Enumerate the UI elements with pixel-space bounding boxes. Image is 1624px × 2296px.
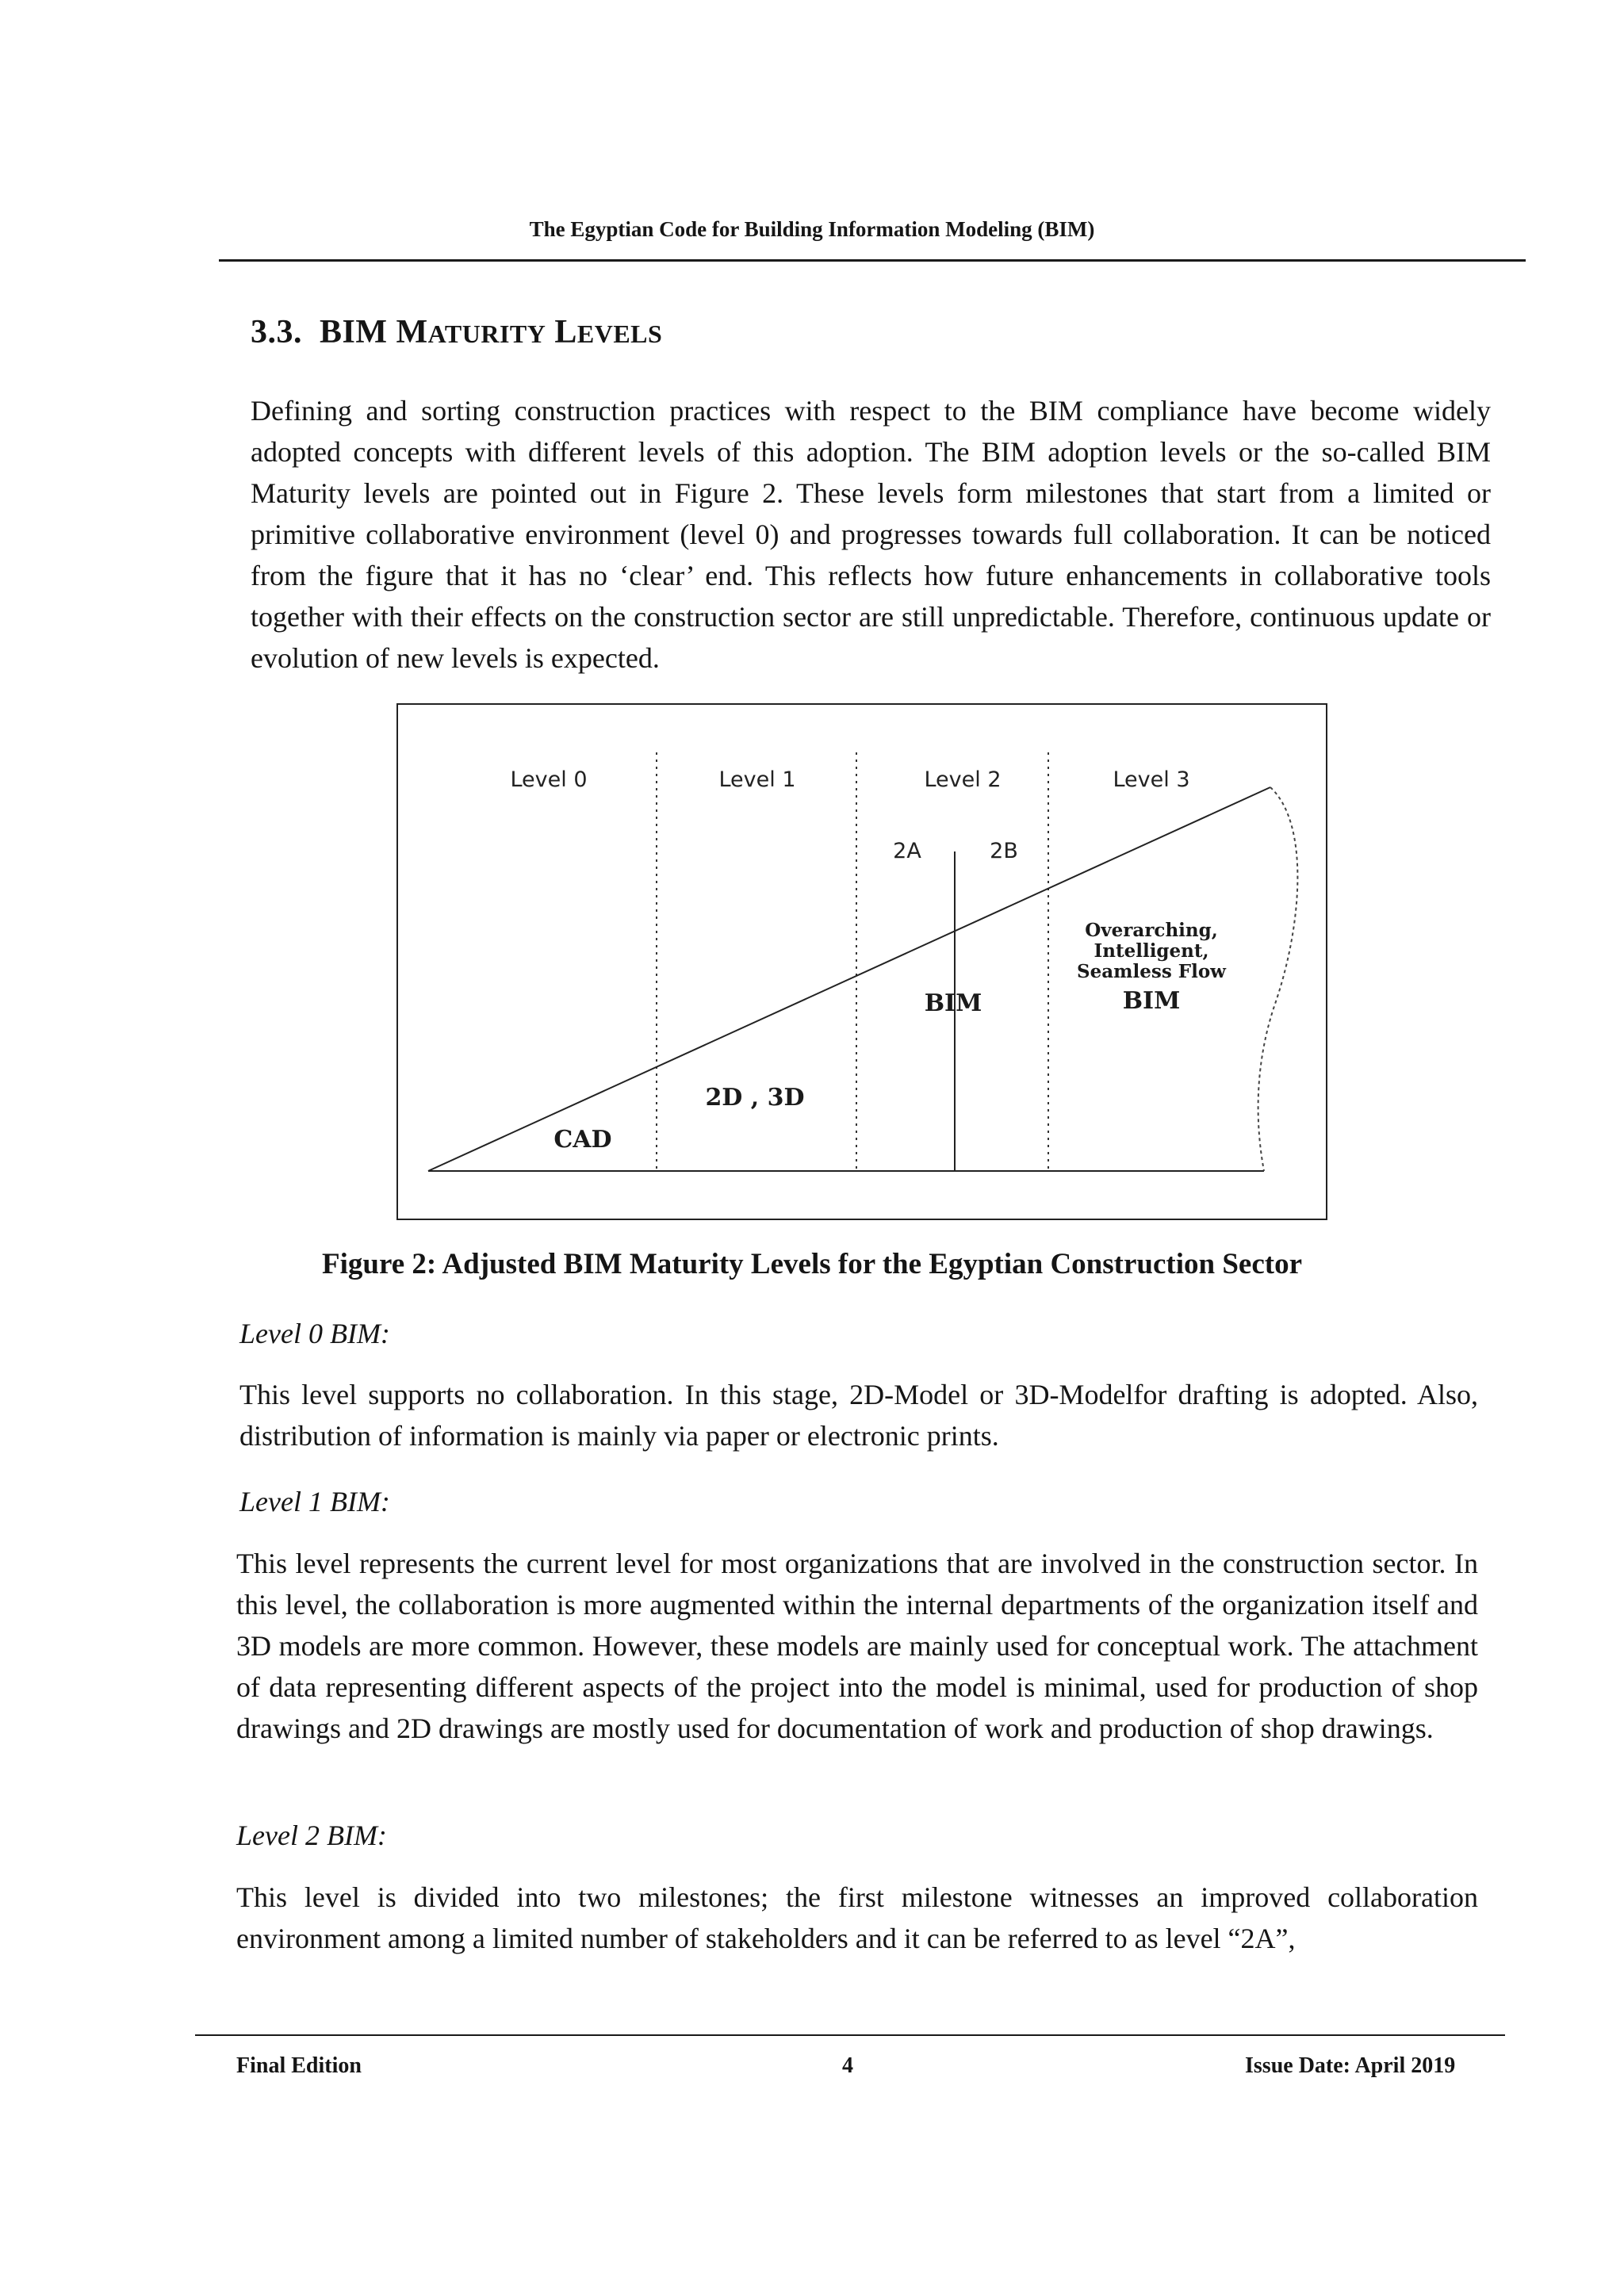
level-3-label: Level 3: [1113, 767, 1190, 792]
maturity-diagram: [398, 705, 1329, 1222]
level0-heading: Level 0 BIM:: [239, 1318, 390, 1349]
level2-heading: Level 2 BIM:: [236, 1820, 387, 1851]
level2-text: This level is divided into two milestones; the first milestone witnesses an improved collaboration environment among a limited number of stakeholders and it can be referred to as level “2A”,: [236, 1881, 1478, 1954]
footer-edition: Final Edition: [236, 2053, 362, 2078]
cad-label: CAD: [553, 1126, 612, 1154]
level1-text: This level represents the current level for most organizations that are involved in the construction sector. In this level, the collaboration is more augmented within the internal departments of the organization itself and 3D models are more common. However, these models are mainly used for conceptual work. The attachment of data representing different aspects of the project into the model is minimal, used for production of shop drawings and 2D drawings are mostly used for documentation of work and production of shop drawings.: [236, 1548, 1478, 1744]
2d-3d-label: 2D , 3D: [705, 1084, 805, 1112]
footer-issue-date: Issue Date: April 2019: [1245, 2053, 1456, 2078]
figure-caption: Figure 2: Adjusted BIM Maturity Levels for the Egyptian Construction Sector: [322, 1248, 1302, 1280]
level-1-label: Level 1: [718, 767, 796, 792]
overarching-line1: Overarching,: [1085, 920, 1218, 941]
bim-level3-label: BIM: [1122, 987, 1181, 1015]
level-2-label: Level 2: [924, 767, 1002, 792]
section-heading: 3.3. BIM MATURITY LEVELS: [251, 314, 663, 350]
overarching-line2: Intelligent,: [1094, 940, 1209, 962]
intro-paragraph: Defining and sorting construction practices with respect to the BIM compliance have become widely adopted concepts with different levels of this adoption. The BIM adoption levels or the so-called BIM Maturity levels are pointed out in Figure 2. These levels form milestones that start from a limited or primitive collaborative environment (level 0) and progresses towards full collaboration. It can be noticed from the figure that it has no ‘clear’ end. This reflects how future enhancements in collaborative tools together with their effects on the construction sector are still unpredictable. Therefore, continuous update or evolution of new levels is expected.: [251, 395, 1491, 674]
footer-rule: [195, 2034, 1505, 2036]
level0-text: This level supports no collaboration. In this stage, 2D-Model or 3D-Modelfor drafting is adopted. Also, distribution of information is mainly via paper or electronic prints.: [239, 1379, 1478, 1452]
section-number: 3.3.: [251, 314, 302, 350]
maturity-figure: [396, 703, 1327, 1220]
running-header: The Egyptian Code for Building Information Modeling (BIM): [529, 217, 1095, 241]
open-end-curve: [1258, 787, 1298, 1171]
level-2a-label: 2A: [893, 839, 921, 863]
level-0-label: Level 0: [510, 767, 588, 792]
overarching-line3: Seamless Flow: [1077, 961, 1226, 982]
level-2b-label: 2B: [990, 839, 1018, 863]
bim-level2-label: BIM: [924, 989, 982, 1017]
page-number: 4: [842, 2053, 853, 2078]
level1-heading: Level 1 BIM:: [239, 1486, 390, 1517]
header-rule: [219, 259, 1526, 262]
